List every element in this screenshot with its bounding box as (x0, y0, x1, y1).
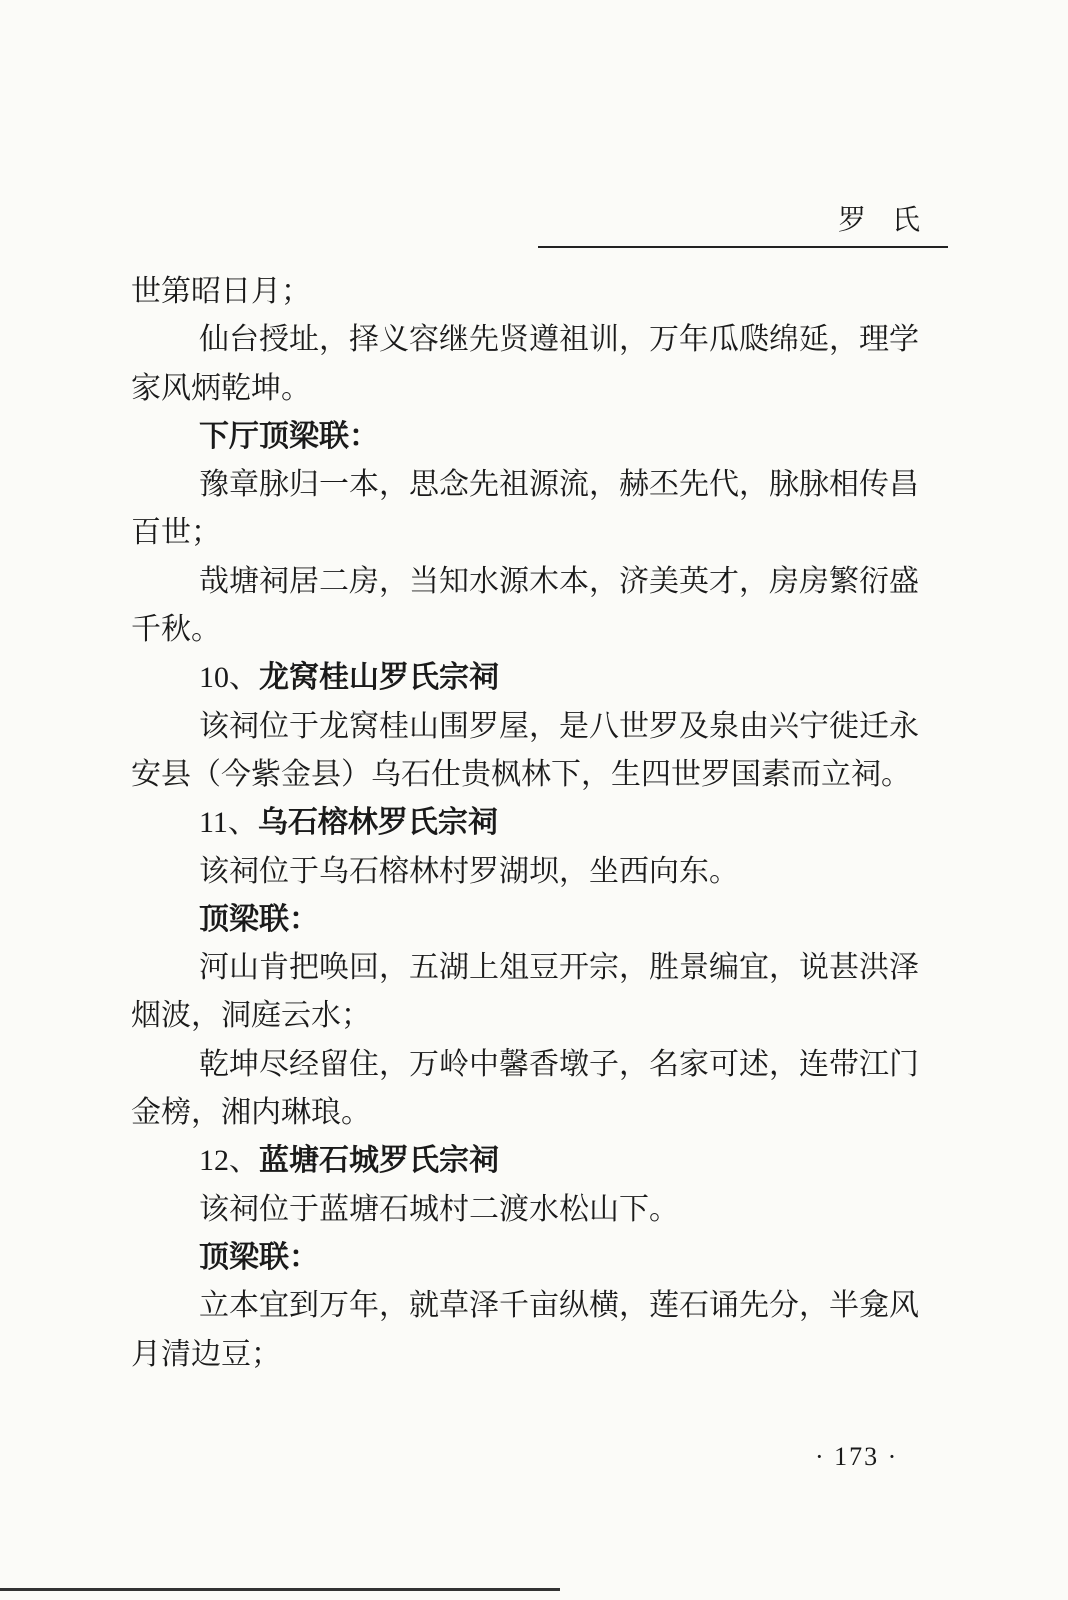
line-text: 该祠位于蓝塘石城村二渡水松山下。 (199, 1191, 679, 1227)
line-text: 下厅顶梁联： (199, 418, 379, 454)
running-header: 罗氏 (837, 203, 946, 236)
body-text (131, 268, 951, 1379)
text-line (131, 316, 951, 364)
text-line (131, 751, 951, 799)
text-line (131, 992, 951, 1040)
text-line (131, 365, 951, 413)
text-line (131, 1282, 951, 1330)
text-line (131, 944, 951, 992)
section-number: 10、 (199, 661, 259, 695)
line-text: 该祠位于乌石榕林村罗湖坝，坐西向东。 (199, 853, 739, 889)
text-line (131, 461, 951, 509)
couplet-heading (131, 1234, 951, 1282)
line-text: 顶梁联： (199, 1239, 319, 1275)
line-text: 豫章脉归一本，思念先祖源流，赫丕先代，脉脉相传昌 (199, 467, 919, 503)
text-line (131, 1186, 951, 1234)
text-line (131, 268, 951, 316)
line-text: 家风炳乾坤。 (131, 370, 311, 406)
text-line (131, 848, 951, 896)
text-line (131, 1041, 951, 1089)
page-number: · 173 · (815, 1442, 899, 1471)
header-rule (538, 246, 948, 248)
line-text: 金榜，湘内琳琅。 (131, 1095, 371, 1131)
line-text: 千秋。 (131, 612, 221, 648)
line-text: 顶梁联： (199, 901, 319, 937)
line-text: 龙窝桂山罗氏宗祠 (259, 660, 499, 696)
text-line (131, 1089, 951, 1137)
section-number: 11、 (199, 806, 258, 840)
line-text: 河山肯把唤回，五湖上俎豆开宗，胜景编宜，说甚洪泽 (199, 950, 919, 986)
text-line (131, 606, 951, 654)
line-text: 安县（今紫金县）乌石仕贵枫林下，生四世罗国素而立祠。 (131, 756, 911, 792)
scan-edge-bar (0, 1588, 560, 1591)
text-line (131, 1331, 951, 1379)
section-heading (131, 799, 951, 847)
line-text: 月清边豆； (131, 1336, 281, 1372)
section-number: 12、 (199, 1144, 259, 1178)
line-text: 百世； (131, 515, 221, 551)
couplet-heading (131, 896, 951, 944)
couplet-heading (131, 413, 951, 461)
line-text: 哉塘祠居二房，当知水源木本，济美英才，房房繁衍盛 (199, 563, 919, 599)
line-text: 世第昭日月； (131, 274, 311, 309)
section-heading (131, 654, 951, 702)
line-text: 烟波，洞庭云水； (131, 998, 371, 1034)
line-text: 仙台授址，择义容继先贤遵祖训，万年瓜瓞绵延，理学 (199, 322, 919, 358)
line-text: 乌石榕林罗氏宗祠 (257, 805, 498, 841)
text-line (131, 703, 951, 751)
line-text: 立本宜到万年，就草泽千亩纵横，莲石诵先分，半龛风 (199, 1288, 919, 1324)
section-heading (131, 1137, 951, 1185)
text-line (131, 558, 951, 606)
text-line (131, 509, 951, 557)
line-text: 蓝塘石城罗氏宗祠 (259, 1143, 499, 1179)
line-text: 乾坤尽经留住，万岭中馨香墩子，名家可述，连带江门 (199, 1046, 919, 1082)
line-text: 该祠位于龙窝桂山围罗屋，是八世罗及泉由兴宁徙迁永 (199, 708, 919, 744)
